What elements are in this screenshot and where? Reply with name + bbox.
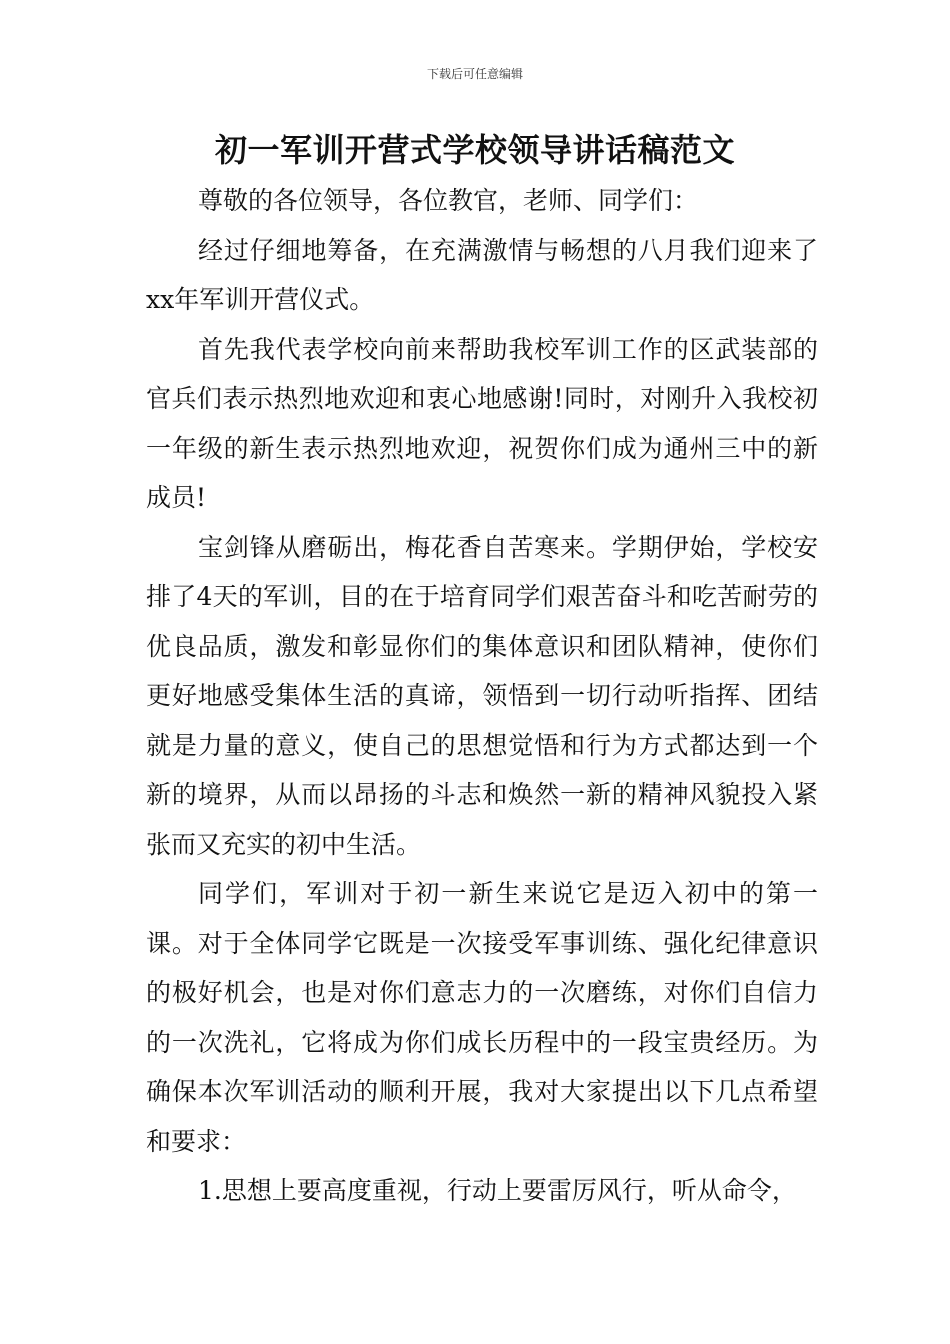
paragraph-opening: 经过仔细地筹备，在充满激情与畅想的八月我们迎来了xx年军训开营仪式。 xyxy=(146,235,818,314)
paragraph-welcome: 首先我代表学校向前来帮助我校军训工作的区武装部的官兵们表示热烈地欢迎和衷心地感谢!同时，对刚升入我校初一年级的新生表示热烈地欢迎，祝贺你们成为通州三中的新成员! xyxy=(146,334,818,512)
page-header-note: 下载后可任意编辑 xyxy=(426,67,523,81)
paragraph-significance: 同学们，军训对于初一新生来说它是迈入初中的第一课。对于全体同学它既是一次接受军事训练、强化纪律意识的极好机会，也是对你们意志力的一次磨练，对你们自信力的一次洗礼，它将成为你们成长历程中的一段宝贵经历。为确保本次军训活动的顺利开展，我对大家提出以下几点希望和要求： xyxy=(146,879,818,1156)
document-title: 初一军训开营式学校领导讲话稿范文 xyxy=(214,131,735,169)
paragraph-requirement-1: 1.思想上要高度重视，行动上要雷厉风行，听从命令， xyxy=(198,1176,797,1205)
paragraph-purpose: 宝剑锋从磨砺出，梅花香自苦寒来。学期伊始，学校安排了4天的军训，目的在于培育同学们艰苦奋斗和吃苦耐劳的优良品质，激发和彰显你们的集体意识和团队精神，使你们更好地感受集体生活的真谛，领悟到一切行动听指挥、团结就是力量的意义，使自己的思想觉悟和行为方式都达到一个新的境界，从而以昂扬的斗志和焕然一新的精神风貌投入紧张而又充实的初中生活。 xyxy=(146,532,818,859)
document-body xyxy=(146,176,818,1216)
paragraph-salutation: 尊敬的各位领导，各位教官，老师、同学们： xyxy=(198,186,699,215)
